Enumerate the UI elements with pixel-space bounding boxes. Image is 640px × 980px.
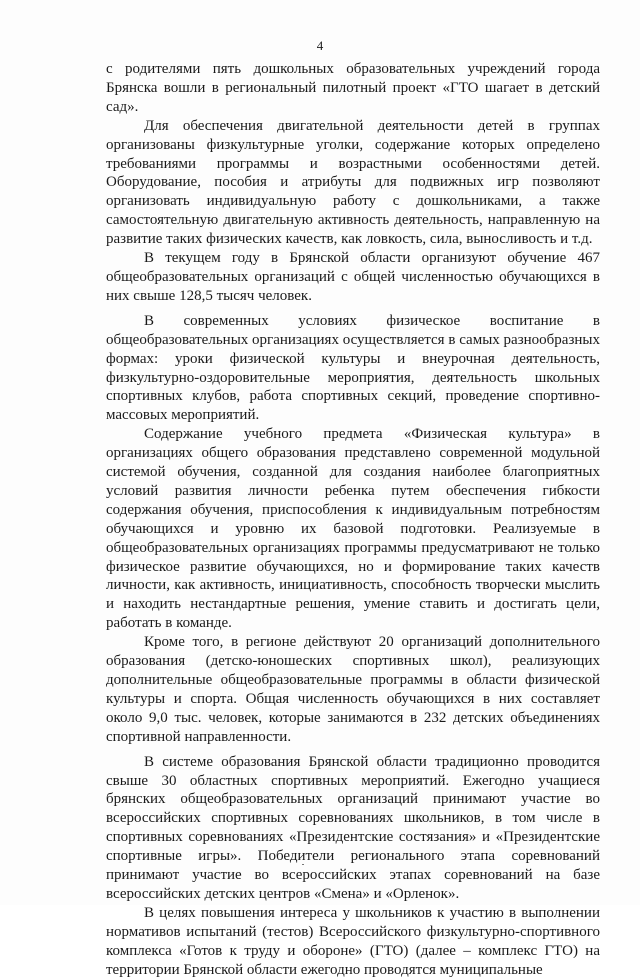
paragraph-pe-subject: Содержание учебного предмета «Физическая культура» в организациях общего образования представлено современной модульной системой обучения, созданной для создания наиболее благоприятных условий развития личности ребенка путем обеспечения гибкости содержания обучения, приспособления к индивидуальным потребностям обучающихся и уровню их базовой подготовки. Реализуемые в общеобразовательных организациях программы предусматривают не только физическое развитие обучающихся, но и формирование таких качеств личности, как активность, инициативность, способность творчески мыслить и находить нестандартные решения, умение ставить и достигать цели, работать в команде. <box>106 426 600 632</box>
scan-speck <box>302 864 304 865</box>
paragraph-sport-events: В системе образования Брянской области традиционно проводится свыше 30 областных спортивных мероприятий. Ежегодно учащиеся брянских общеобразовательных организаций принимают участие во всероссийских спортивных соревнованиях школьников, в том числе в спортивных соревнованиях «Президентские состязания» и «Президентские спортивные игры». Победители регионального этапа соревнований принимают участие во всероссийских этапах соревнований на базе всероссийских детских центров «Смена» и «Орленок». <box>106 753 600 902</box>
paragraph-pe-forms: В современных условиях физическое воспитание в общеобразовательных организациях осуществляется в самых разнообразных формах: уроки физической культуры и внеурочная деятельность, физкультурно-оздоровительные мероприятия, деятельность школьных спортивных клубов, работа спортивных секций, проведение спортивно-массовых мероприятий. <box>106 312 600 424</box>
page-number: 4 <box>316 38 324 53</box>
paragraph-motor-activity: Для обеспечения двигательной деятельности детей в группах организованы физкультурные уголки, содержание которых определено требованиями программы и возрастными особенностями детей. Оборудование, пособия и атрибуты для подвижных игр позволяют организовать индивидуальную работу с дошкольниками, а также самостоятельную двигательную активность деятельность, направленную на развитие таких физических качеств, как ловкость, сила, выносливость и т.д. <box>106 117 600 248</box>
paragraph-gto-complex: В целях повышения интереса у школьников к участию в выполнении нормативов испытаний (тестов) Всероссийского физкультурно-спортивного комплекса «Готов к труду и обороне» (ГТО) (далее – комплекс ГТО) на территории Брянской области ежегодно проводятся муниципальные <box>106 904 600 978</box>
paragraph-additional-education: Кроме того, в регионе действуют 20 организаций дополнительного образования (детско-юношеских спортивных школ), реализующих дополнительные общеобразовательные программы в области физической культуры и спорта. Общая численность обучающихся в них составляет около 9,0 тыс. человек, которые занимаются в 232 детских объединениях спортивной направленности. <box>106 634 600 745</box>
document-body <box>106 60 600 980</box>
paragraph-schools-count: В текущем году в Брянской области организуют обучение 467 общеобразовательных организаций с общей численностью обучающихся в них свыше 128,5 тысяч человек. <box>106 250 600 304</box>
paragraph-continuation: с родителями пять дошкольных образовательных учреждений города Брянска вошли в региональный пилотный проект «ГТО шагает в детский сад». <box>106 61 600 115</box>
